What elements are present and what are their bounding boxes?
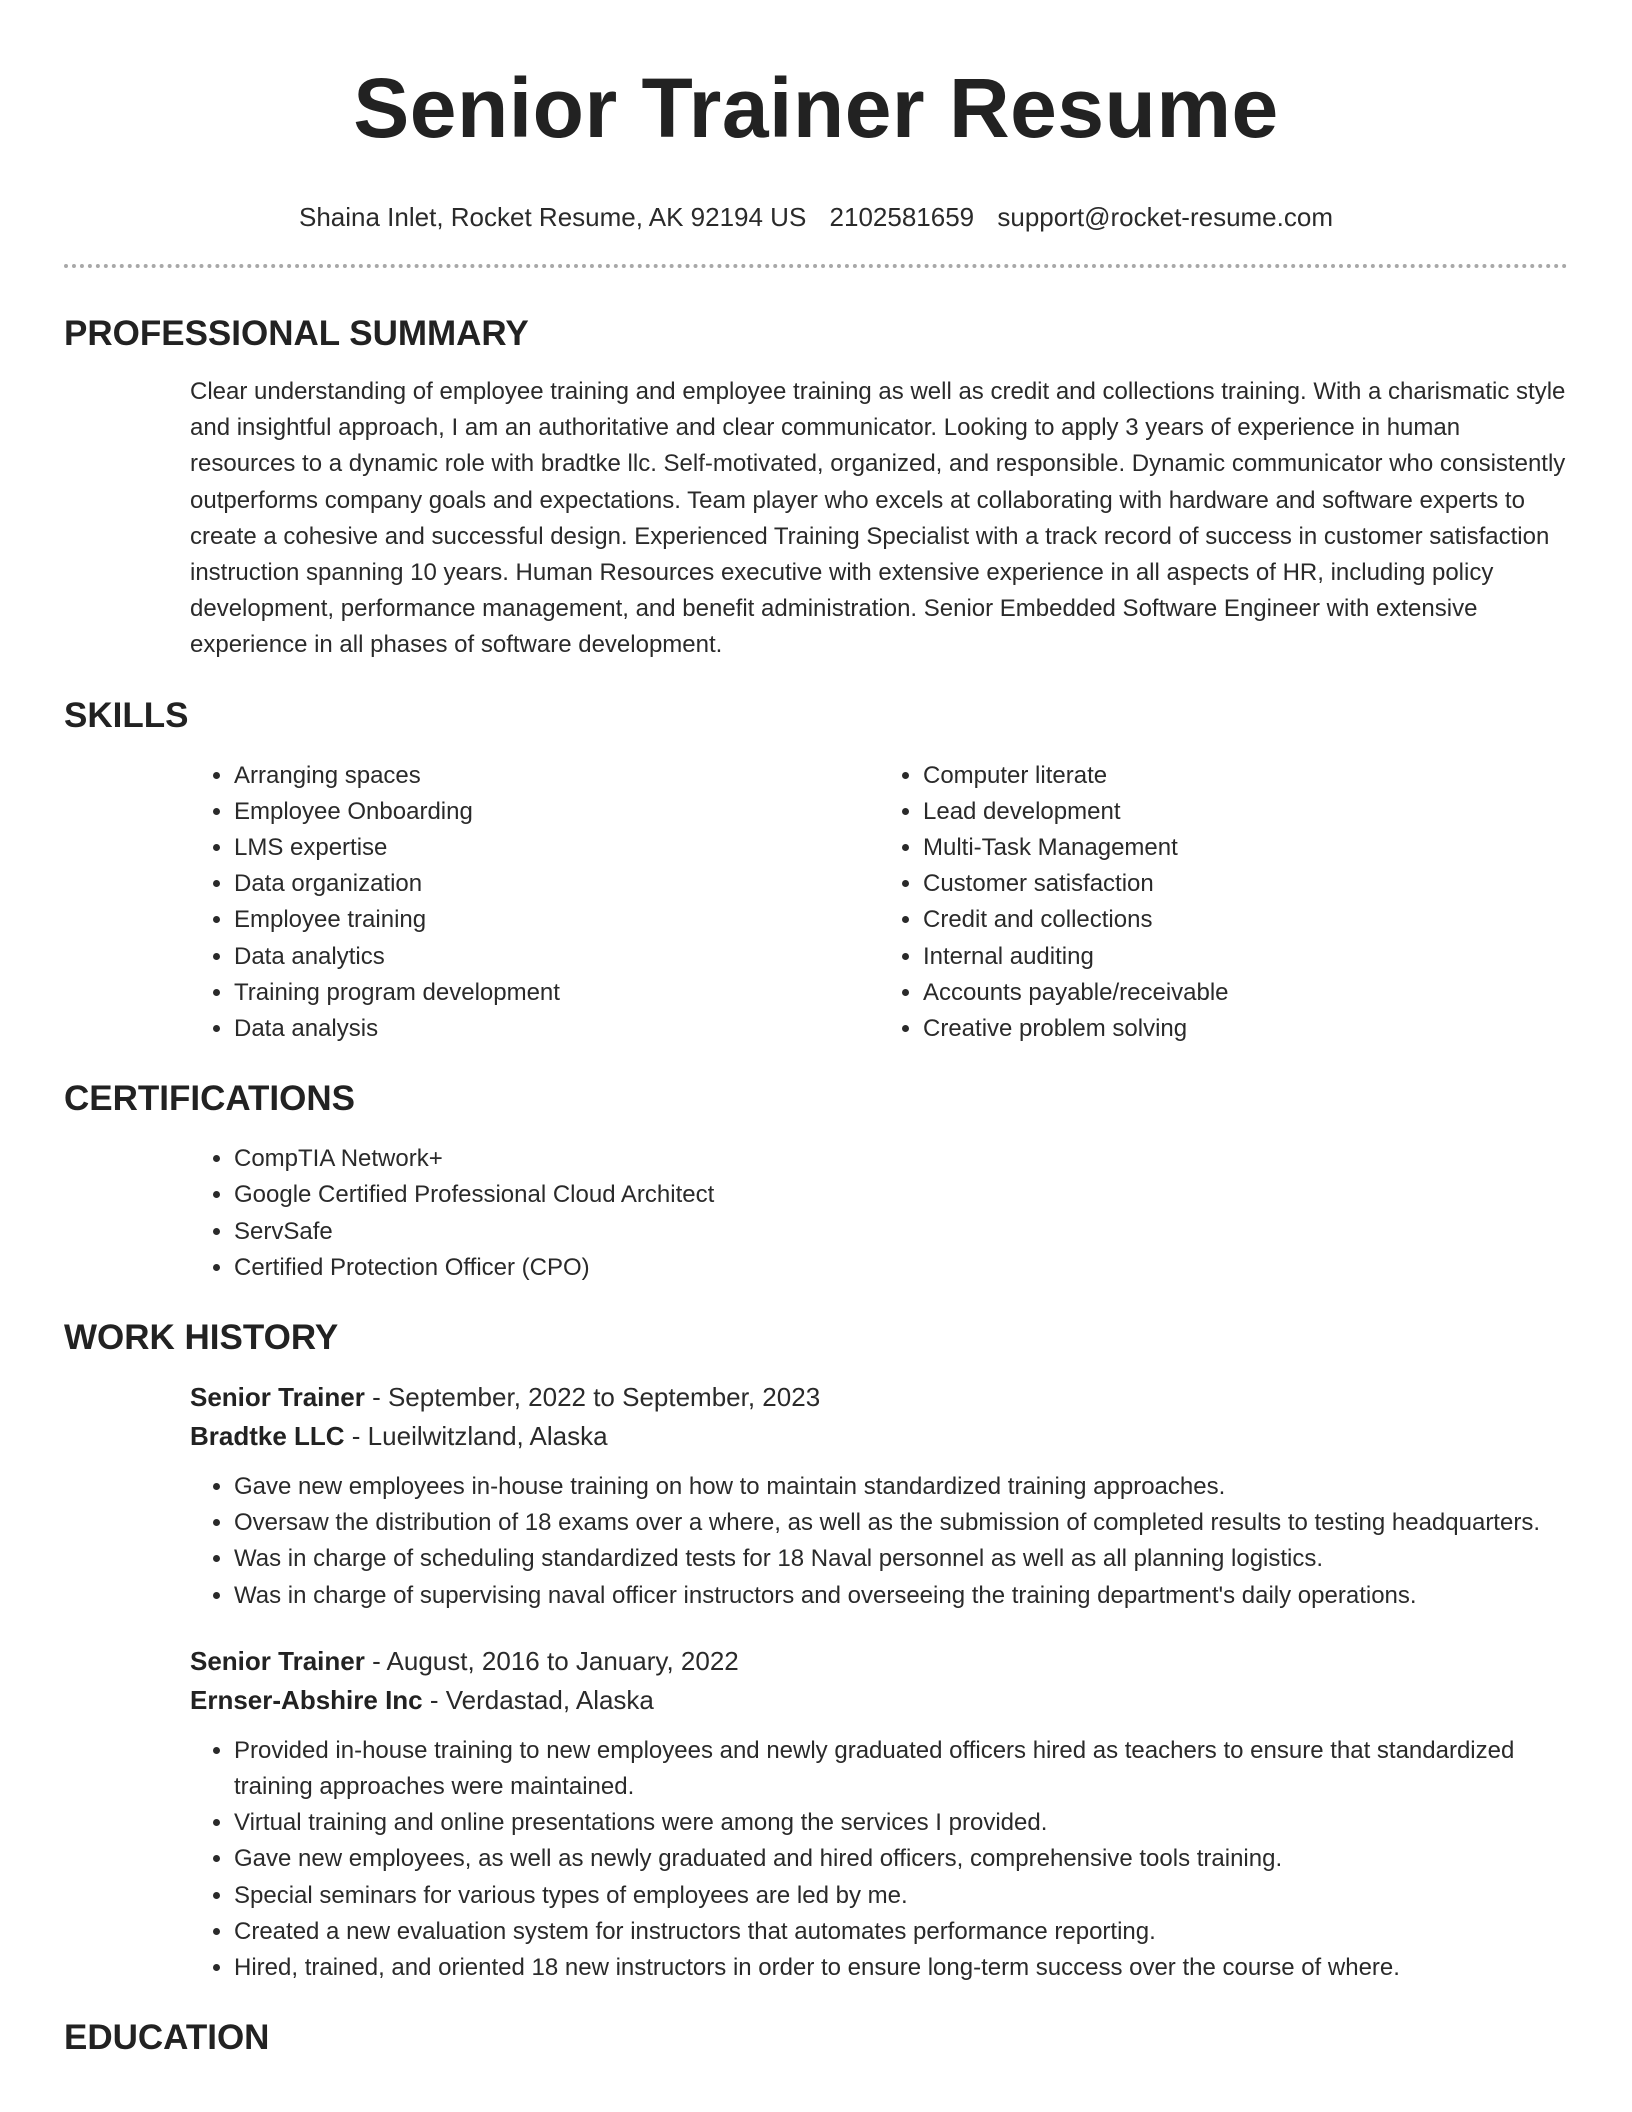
job-location: - Verdastad, Alaska — [422, 1684, 654, 1715]
job-bullet-list — [190, 1469, 1568, 1614]
list-item: • Data analysis — [234, 1011, 879, 1047]
job-employer-line — [190, 1681, 1568, 1719]
list-item: • Virtual training and online presentations were among the services I provided. — [234, 1805, 1568, 1841]
skills-section — [64, 694, 1568, 1048]
list-item: • Training program development — [234, 975, 879, 1011]
list-item: • Employee Onboarding — [234, 794, 879, 830]
skills-heading: SKILLS — [64, 695, 189, 735]
list-item: • Data organization — [234, 866, 879, 902]
list-item: • Multi-Task Management — [923, 830, 1568, 866]
list-item: • Computer literate — [923, 758, 1568, 794]
list-item: • Internal auditing — [923, 939, 1568, 975]
list-item: • Google Certified Professional Cloud Architect — [234, 1177, 1568, 1213]
list-item: • Customer satisfaction — [923, 866, 1568, 902]
education-heading: EDUCATION — [64, 2018, 270, 2058]
list-item: • Was in charge of scheduling standardized tests for 18 Naval personnel as well as all planning logistics. — [234, 1541, 1568, 1577]
contact-phone: 2102581659 — [829, 202, 975, 232]
list-item: • Certified Protection Officer (CPO) — [234, 1250, 1568, 1286]
job-employer: Bradtke LLC — [190, 1421, 345, 1452]
list-item: • Gave new employees, as well as newly graduated and hired officers, comprehensive tools training. — [234, 1841, 1568, 1877]
job-dates: - August, 2016 to January, 2022 — [364, 1645, 739, 1676]
header-divider — [64, 264, 1568, 268]
list-item: • LMS expertise — [234, 830, 879, 866]
list-item: • Data analytics — [234, 939, 879, 975]
skills-list-left — [190, 758, 879, 1048]
certifications-heading: CERTIFICATIONS — [64, 1079, 356, 1119]
job-employer: Ernser-Abshire Inc — [190, 1684, 423, 1715]
list-item: • Special seminars for various types of employees are led by me. — [234, 1878, 1568, 1914]
work-history-section — [64, 1316, 1568, 1986]
list-item: • Hired, trained, and oriented 18 new instructors in order to ensure long-term success over the course of where. — [234, 1950, 1568, 1986]
education-section — [64, 2016, 1568, 2060]
job-location: - Lueilwitzland, Alaska — [344, 1421, 608, 1452]
list-item: • Credit and collections — [923, 902, 1568, 938]
contact-line — [64, 200, 1568, 234]
list-item: • Accounts payable/receivable — [923, 975, 1568, 1011]
list-item: • Was in charge of supervising naval officer instructors and overseeing the training department's daily operations. — [234, 1578, 1568, 1614]
job-title-line — [190, 1378, 1568, 1416]
list-item: • Arranging spaces — [234, 758, 879, 794]
list-item: • Employee training — [234, 902, 879, 938]
work-history-heading: WORK HISTORY — [64, 1318, 339, 1358]
job-title: Senior Trainer — [190, 1382, 365, 1413]
job-dates: - September, 2022 to September, 2023 — [364, 1382, 821, 1413]
job-bullet-list — [190, 1733, 1568, 1986]
certifications-section — [64, 1077, 1568, 1286]
job-title-line — [190, 1642, 1568, 1680]
list-item: • Created a new evaluation system for instructors that automates performance reporting. — [234, 1914, 1568, 1950]
list-item: • ServSafe — [234, 1214, 1568, 1250]
skills-list-right — [879, 758, 1568, 1048]
job-entry — [190, 1642, 1568, 1986]
job-entry — [190, 1378, 1568, 1614]
contact-address: Shaina Inlet, Rocket Resume, AK 92194 US — [299, 202, 807, 232]
list-item: • Oversaw the distribution of 18 exams over a where, as well as the submission of completed results to testing headquarters. — [234, 1505, 1568, 1541]
list-item: • Creative problem solving — [923, 1011, 1568, 1047]
list-item: • Lead development — [923, 794, 1568, 830]
summary-text: Clear understanding of employee training and employee training as well as credit and collections training. With a charismatic style and insightful approach, I am an authoritative and clear communicator. Looking to apply 3 years of experience in human resources to a dynamic role with bradtke llc. Self-motivated, organized, and responsible. Dynamic communicator who consistently outperforms company goals and expectations. Team player who excels at collaborating with hardware and software experts to create a cohesive and successful design. Experienced Training Specialist with a track record of success in customer satisfaction instruction spanning 10 years. Human Resources executive with extensive experience in all aspects of HR, including policy development, performance management, and benefit administration. Senior Embedded Software Engineer with extensive experience in all phases of software development. — [190, 378, 1566, 659]
resume-page — [64, 0, 1568, 2060]
contact-email: support@rocket-resume.com — [997, 202, 1333, 232]
certifications-list — [190, 1141, 1568, 1286]
page-title: Senior Trainer Resume — [353, 61, 1279, 155]
list-item: • Provided in-house training to new employees and newly graduated officers hired as teachers to ensure that standardized training approaches were maintained. — [234, 1733, 1568, 1805]
list-item: • CompTIA Network+ — [234, 1141, 1568, 1177]
job-employer-line — [190, 1417, 1568, 1455]
job-title: Senior Trainer — [190, 1645, 365, 1676]
summary-heading: PROFESSIONAL SUMMARY — [64, 314, 529, 353]
list-item: • Gave new employees in-house training on how to maintain standardized training approaches. — [234, 1469, 1568, 1505]
summary-section — [64, 312, 1568, 664]
